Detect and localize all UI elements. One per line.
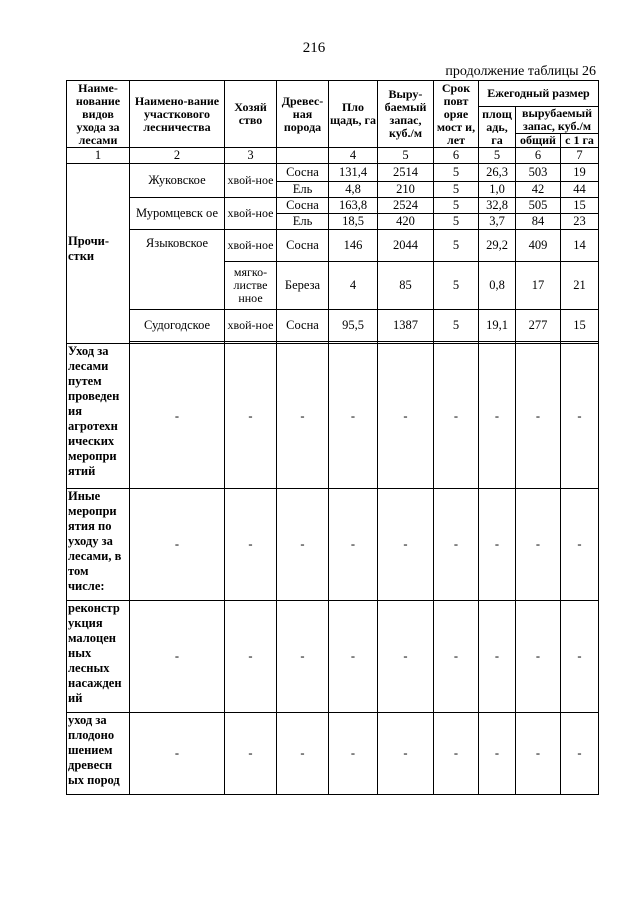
annual-total-cell: 505 (516, 198, 561, 214)
annual-area-cell: 1,0 (479, 182, 516, 198)
volume-cell: 1387 (378, 310, 434, 342)
dash-cell: - (329, 344, 378, 489)
dash-cell: - (479, 344, 516, 489)
period-cell: 5 (434, 182, 479, 198)
volume-cell: 2044 (378, 230, 434, 262)
area-cell: 146 (329, 230, 378, 262)
dash-cell: - (130, 489, 225, 601)
care-type-reconstruction: реконстр укция малоцен ных лесных насажден ий (67, 601, 130, 713)
volume-cell: 210 (378, 182, 434, 198)
dash-cell: - (329, 601, 378, 713)
dash-cell: - (277, 713, 329, 795)
dash-cell: - (225, 713, 277, 795)
header-annual-volume: вырубаемый запас, куб./м (516, 107, 599, 134)
annual-total-cell: 84 (516, 214, 561, 230)
period-cell: 5 (434, 214, 479, 230)
header-annual-area: площ адь, га (479, 107, 516, 148)
col-number: 5 (378, 148, 434, 164)
dash-cell: - (277, 601, 329, 713)
header-area: Пло щадь, га (329, 81, 378, 148)
annual-area-cell: 26,3 (479, 164, 516, 182)
annual-total-cell: 503 (516, 164, 561, 182)
annual-area-cell: 3,7 (479, 214, 516, 230)
dash-cell: - (434, 713, 479, 795)
care-type-agrotechnical: Уход за лесами путем проведен ия агротехн ических меропри ятий (67, 344, 130, 489)
forestry-cell: Языковское (130, 230, 225, 310)
dash-cell: - (479, 489, 516, 601)
species-cell: Сосна (277, 310, 329, 342)
dash-cell: - (479, 713, 516, 795)
care-type-other: Иные меропри ятия по уходу за лесами, в том числе: (67, 489, 130, 601)
annual-area-cell: 29,2 (479, 230, 516, 262)
annual-total-cell: 277 (516, 310, 561, 342)
dash-cell: - (378, 713, 434, 795)
dash-cell: - (434, 344, 479, 489)
farm-cell: хвой-ное (225, 310, 277, 342)
care-type-fruiting: уход за плодоно шением древесн ых пород (67, 713, 130, 795)
volume-cell: 2514 (378, 164, 434, 182)
annual-area-cell: 0,8 (479, 262, 516, 310)
dash-cell: - (434, 601, 479, 713)
volume-cell: 2524 (378, 198, 434, 214)
period-cell: 5 (434, 310, 479, 342)
annual-area-cell: 19,1 (479, 310, 516, 342)
dash-cell: - (378, 489, 434, 601)
period-cell: 5 (434, 164, 479, 182)
dash-cell: - (130, 601, 225, 713)
species-cell: Ель (277, 182, 329, 198)
table-caption: продолжение таблицы 26 (445, 64, 596, 79)
farm-cell: хвой-ное (225, 230, 277, 262)
annual-total-cell: 42 (516, 182, 561, 198)
volume-cell: 420 (378, 214, 434, 230)
care-table (66, 80, 599, 795)
header-farm: Хозяй ство (225, 81, 277, 148)
header-volume: Выру-баемый запас, куб./м (378, 81, 434, 148)
annual-total-cell: 409 (516, 230, 561, 262)
species-cell: Сосна (277, 198, 329, 214)
dash-cell: - (516, 713, 561, 795)
dash-cell: - (479, 601, 516, 713)
header-annual-per-ha: с 1 га (561, 134, 599, 148)
col-number: 3 (225, 148, 277, 164)
annual-total-cell: 17 (516, 262, 561, 310)
col-number: 6 (434, 148, 479, 164)
dash-cell: - (516, 489, 561, 601)
area-cell: 163,8 (329, 198, 378, 214)
dash-cell: - (277, 489, 329, 601)
col-number: 6 (516, 148, 561, 164)
dash-cell: - (225, 601, 277, 713)
period-cell: 5 (434, 230, 479, 262)
col-number (277, 148, 329, 164)
dash-cell: - (378, 344, 434, 489)
col-number: 4 (329, 148, 378, 164)
annual-per-ha-cell: 14 (561, 230, 599, 262)
annual-per-ha-cell: 23 (561, 214, 599, 230)
dash-cell: - (378, 601, 434, 713)
dash-cell: - (561, 601, 599, 713)
farm-cell: мягко-листве нное (225, 262, 277, 310)
dash-cell: - (434, 489, 479, 601)
annual-per-ha-cell: 44 (561, 182, 599, 198)
farm-cell: хвой-ное (225, 164, 277, 198)
annual-area-cell: 32,8 (479, 198, 516, 214)
dash-cell: - (225, 344, 277, 489)
period-cell: 5 (434, 262, 479, 310)
col-number: 7 (561, 148, 599, 164)
dash-cell: - (561, 713, 599, 795)
dash-cell: - (277, 344, 329, 489)
farm-cell: хвой-ное (225, 198, 277, 230)
col-number: 5 (479, 148, 516, 164)
care-type-prochistki: Прочи-стки (67, 164, 130, 344)
annual-per-ha-cell: 21 (561, 262, 599, 310)
area-cell: 95,5 (329, 310, 378, 342)
header-period: Срок повт оряе мост и, лет (434, 81, 479, 148)
species-cell: Береза (277, 262, 329, 310)
dash-cell: - (561, 344, 599, 489)
dash-cell: - (329, 489, 378, 601)
area-cell: 131,4 (329, 164, 378, 182)
annual-per-ha-cell: 15 (561, 198, 599, 214)
annual-per-ha-cell: 19 (561, 164, 599, 182)
page-number: 216 (302, 40, 326, 56)
header-species: Древес-ная порода (277, 81, 329, 148)
species-cell: Ель (277, 214, 329, 230)
header-annual-size: Ежегодный размер (479, 81, 599, 107)
species-cell: Сосна (277, 230, 329, 262)
header-forestry: Наимено-вание участкового лесничества (130, 81, 225, 148)
forestry-cell: Жуковское (130, 164, 225, 198)
species-cell: Сосна (277, 164, 329, 182)
header-annual-total: общий (516, 134, 561, 148)
period-cell: 5 (434, 198, 479, 214)
area-cell: 18,5 (329, 214, 378, 230)
forestry-cell: Муромцевск ое (130, 198, 225, 230)
forestry-cell: Судогодское (130, 310, 225, 342)
header-care-type: Наиме-нование видов ухода за лесами (67, 81, 130, 148)
area-cell: 4,8 (329, 182, 378, 198)
dash-cell: - (561, 489, 599, 601)
col-number: 2 (130, 148, 225, 164)
annual-per-ha-cell: 15 (561, 310, 599, 342)
dash-cell: - (130, 344, 225, 489)
dash-cell: - (225, 489, 277, 601)
dash-cell: - (329, 713, 378, 795)
col-number: 1 (67, 148, 130, 164)
dash-cell: - (130, 713, 225, 795)
dash-cell: - (516, 344, 561, 489)
volume-cell: 85 (378, 262, 434, 310)
dash-cell: - (516, 601, 561, 713)
area-cell: 4 (329, 262, 378, 310)
